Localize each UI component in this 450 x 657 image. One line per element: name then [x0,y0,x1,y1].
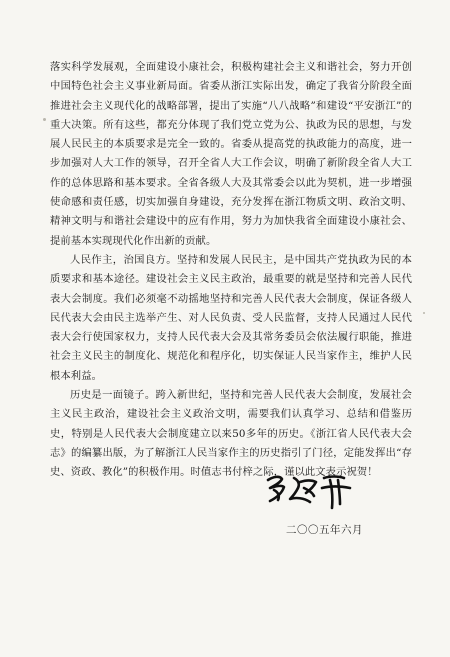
paragraph-2: 人民作主，治国良方。坚持和发展人民民主，是中国共产党执政为民的本质要求和基本途径。建设社会主义民主政治，最重要的就是坚持和完善人民代表大会制度。我们必须毫不动摇地坚持和完善人民代表大会制度，保证各级人民代表大会由民主选举产生、对人民负责、受人民监督，支持人民通过人民代表大会行使国家权力，支持人民代表大会及其常务委员会依法履行职能，推进社会主义民主的制度化、规范化和程序化，切实保证人民当家作主，维护人民根本利益。 [50,253,412,382]
scan-speck [423,312,425,314]
handwritten-signature [260,466,360,514]
date: 二〇〇五年六月 [286,524,363,536]
scan-speck [43,118,46,121]
body-text [50,58,412,483]
paragraph-1: 落实科学发展观，全面建设小康社会，积极构建社会主义和谐社会，努力开创中国特色社会主义事业新局面。省委从浙江实际出发，确定了我省分阶段全面推进社会主义现代化的战略部署，提出了实施“八八战略”和建设“平安浙江”的重大决策。所有这些，都充分体现了我们党立党为公、执政为民的思想，与发展人民民主的本质要求是完全一致的。省委从提高党的执政能力的高度，进一步加强对人大工作的领导，召开全省人大工作会议，明确了新阶段全省人大工作的总体思路和基本要求。全省各级人大及其常委会以此为契机，进一步增强使命感和责任感，切实加强自身建设，充分发挥在浙江物质文明、政治文明、精神文明与和谐社会建设中的应有作用，努力为加快我省全面建设小康社会、提前基本实现现代化作出新的贡献。 [50,61,412,247]
paragraph-3: 历史是一面镜子。跨入新世纪，坚持和完善人民代表大会制度，发展社会主义民主政治，建设社会主义政治文明，需要我们认真学习、总结和借鉴历史，特别是人民代表大会制度建立以来50多年的历史。《浙江省人民代表大会志》的编纂出版，为了解浙江人民当家作主的历史指引了门径，定能发挥出“存史、资政、教化”的积极作用。时值志书付梓之际，谨以此文表示祝贺！ [50,389,412,479]
